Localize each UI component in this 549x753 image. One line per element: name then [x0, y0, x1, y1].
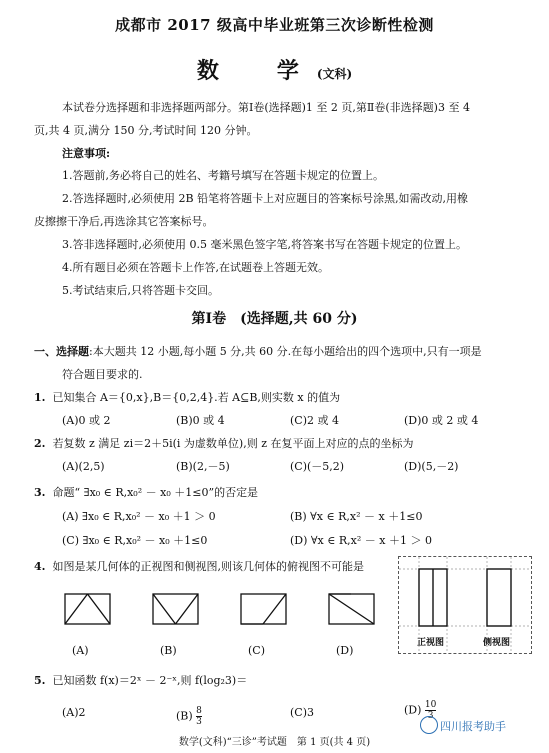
q4-option-a: (A) — [72, 644, 89, 657]
q3-stem — [34, 486, 258, 500]
q4-option-d: (D) — [336, 644, 354, 657]
q4-text: 如图是某几何体的正视图和侧视图,则该几何体的俯视图不可能是 — [52, 560, 364, 573]
q3-option-a: (A) ∃x₀ ∈ R,x₀² － x₀ ＋1 ＞ 0 — [62, 510, 216, 523]
q4-number: 4. — [34, 560, 46, 573]
q1-stem — [34, 391, 340, 405]
q1-option-b: (B)0 或 4 — [176, 414, 225, 427]
intro-line-1: 本试卷分选择题和非选择题两部分。第Ⅰ卷(选择题)1 至 2 页,第Ⅱ卷(非选择题)3 至 4 — [62, 101, 470, 114]
q2-number: 2. — [34, 437, 46, 450]
q5-d-numerator: 10 — [424, 700, 437, 710]
note-3: 3.答非选择题时,必须使用 0.5 毫米黑色签字笔,将答案书写在答题卡规定的位置上。 — [62, 238, 467, 251]
q3-option-c: (C) ∃x₀ ∈ R,x₀² － x₀ ＋1≤0 — [62, 534, 208, 547]
subject-heading — [0, 54, 549, 85]
intro-line-2: 页,共 4 页,满分 150 分,考试时间 120 分钟。 — [34, 124, 258, 137]
side-view-label: 侧视图 — [483, 638, 511, 648]
note-2b: 皮擦擦干净后,再选涂其它答案标号。 — [34, 215, 214, 228]
q2-text: 若复数 z 满足 zi＝2＋5i(i 为虚数单位),则 z 在复平面上对应的点的坐标为 — [52, 437, 414, 450]
note-2a: 2.答选择题时,必须使用 2B 铅笔将答题卡上对应题目的答案标号涂黑,如需改动,用橡 — [62, 192, 469, 205]
q5-option-b-prefix: (B) — [176, 709, 193, 723]
q5-number: 5. — [34, 674, 46, 687]
q4-option-c: (C) — [248, 644, 265, 657]
part1-instructions — [34, 345, 482, 359]
q5-option-b — [176, 706, 202, 727]
q5-d-denominator: 3 — [427, 711, 434, 721]
q3-option-d: (D) ∀x ∈ R,x² － x ＋1 ＞ 0 — [290, 534, 432, 547]
q1-option-d: (D)0 或 2 或 4 — [404, 414, 479, 427]
exam-title: 成都市 2017 级高中毕业班第三次诊断性检测 — [115, 16, 434, 34]
subject-note: (文科) — [316, 67, 353, 81]
notes-heading: 注意事项: — [62, 147, 111, 160]
q5-b-numerator: 8 — [196, 706, 202, 716]
three-view-box — [398, 556, 532, 654]
figure-b — [153, 594, 198, 624]
q1-number: 1. — [34, 391, 46, 404]
q3-text: 命题“ ∃x₀ ∈ R,x₀² － x₀ ＋1≤0”的否定是 — [52, 486, 259, 499]
q4-stem — [34, 560, 364, 574]
q5-b-denominator: 3 — [196, 717, 202, 727]
q2-option-a: (A)(2,5) — [62, 460, 105, 473]
figure-c — [241, 594, 286, 624]
part1-instr-2: 符合题目要求的. — [62, 368, 143, 381]
page-footer: 数学(文科)“三诊”考试题 第 1 页(共 4 页) — [178, 737, 371, 748]
q5-option-c: (C)3 — [290, 706, 314, 719]
part1-label: 一、选择题 — [34, 345, 89, 358]
q2-option-d: (D)(5,－2) — [404, 460, 459, 473]
q1-option-a: (A)0 或 2 — [62, 414, 111, 427]
note-5: 5.考试结束后,只将答题卡交回。 — [62, 284, 219, 297]
q5-option-a: (A)2 — [62, 706, 86, 719]
q2-option-b: (B)(2,－5) — [176, 460, 230, 473]
q5-text: 已知函数 f(x)＝2ˣ － 2⁻ˣ,则 f(log₂3)＝ — [52, 674, 248, 687]
part1-instr-1: :本大题共 12 小题,每小题 5 分,共 60 分.在每小题给出的四个选项中,只有一项是 — [89, 345, 482, 358]
note-4: 4.所有题目必须在答题卡上作答,在试题卷上答题无效。 — [62, 261, 329, 274]
note-1: 1.答题前,务必将自己的姓名、考籍号填写在答题卡规定的位置上。 — [62, 169, 384, 182]
q1-option-c: (C)2 或 4 — [290, 414, 339, 427]
q3-option-b: (B) ∀x ∈ R,x² － x ＋1≤0 — [290, 510, 423, 523]
q5-option-d-prefix: (D) — [404, 703, 422, 717]
front-view-label: 正视图 — [417, 638, 445, 648]
q2-option-c: (C)(－5,2) — [290, 460, 345, 473]
figure-d — [329, 594, 374, 624]
q4-option-b: (B) — [160, 644, 177, 657]
q5-stem — [34, 674, 247, 688]
q5-option-b-fraction — [196, 706, 202, 727]
watermark-text: 四川报考助手 — [440, 720, 506, 733]
figure-a — [65, 594, 110, 624]
section-title: 第Ⅰ卷 (选择题,共 60 分) — [191, 311, 358, 327]
q1-text: 已知集合 A＝{0,x},B＝{0,2,4}.若 A⊆B,则实数 x 的值为 — [52, 391, 341, 404]
q2-stem — [34, 437, 413, 451]
q4-option-figures — [55, 588, 375, 633]
wechat-logo-icon — [420, 716, 438, 734]
subject-name: 数 学 — [196, 58, 317, 84]
q3-number: 3. — [34, 486, 46, 499]
side-view-rect — [487, 569, 511, 626]
